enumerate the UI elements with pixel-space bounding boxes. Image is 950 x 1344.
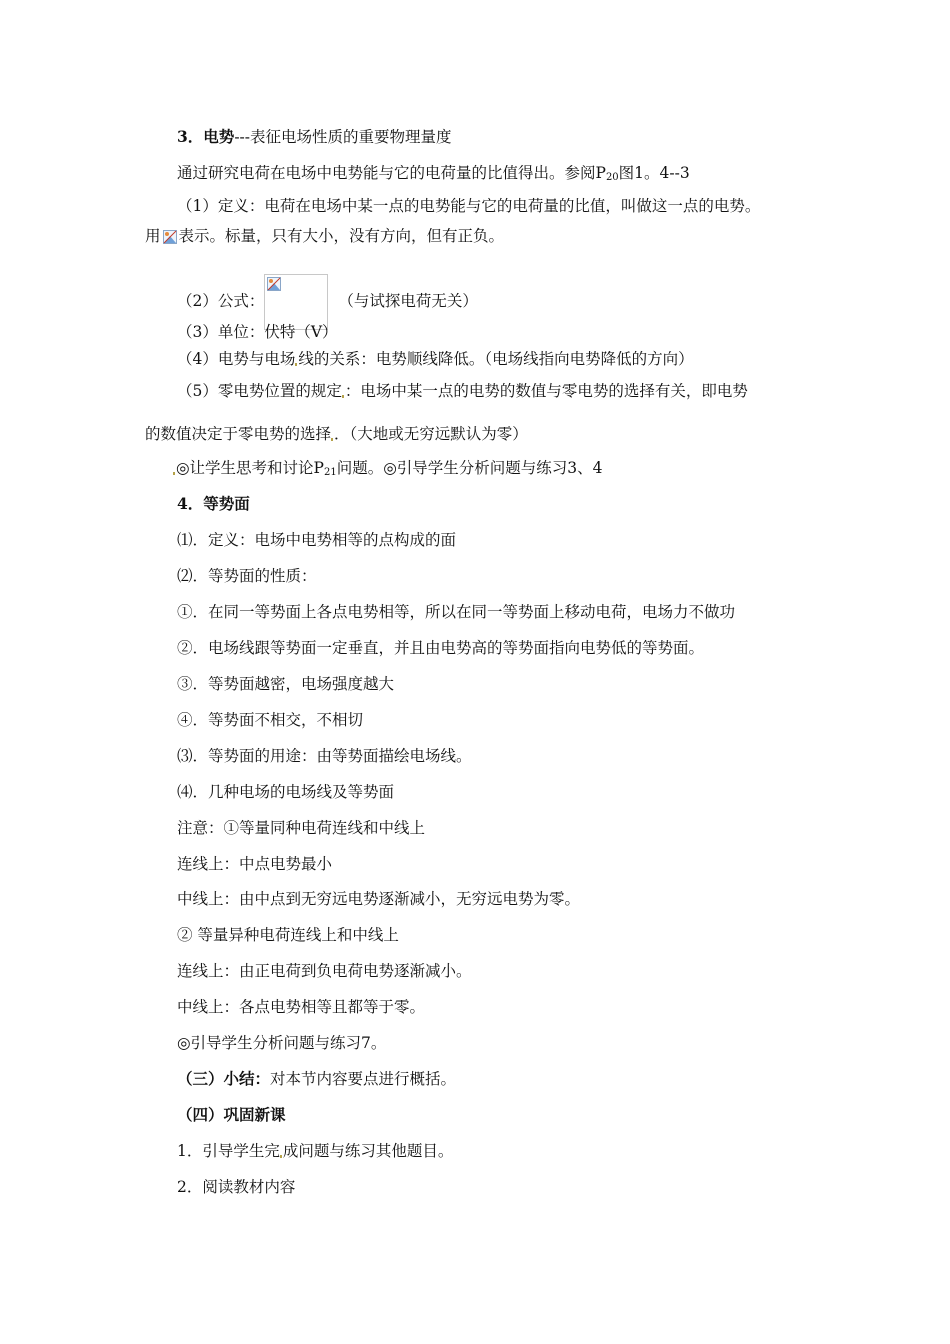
s4-line-9: 注意：①等量同种电荷连线和中线上 [177,819,426,837]
s4-line-1: ⑴．定义：电场中电势相等的点构成的面 [177,531,457,549]
zero-line-1 [177,381,748,401]
edit-mark [331,438,333,441]
s4-line-15: ◎引导学生分析问题与练习7。 [177,1034,387,1052]
formula-note: （与试探电荷无关） [338,292,478,310]
summary-text: 对本节内容要点进行概括。 [270,1070,457,1088]
definition-line-2 [145,226,504,246]
section-3-number: 3． [177,127,204,146]
formula-label: （2）公式： [177,292,265,310]
s4-line-6: ④．等势面不相交，不相切 [177,711,364,729]
intro-line [177,163,690,188]
intro-text-a: 通过研究电荷在电场中电势能与它的电荷量的比值得出。参阅P [177,164,606,182]
s4-line-11: 中线上：由中点到无穷远电势逐渐减小，无穷远电势为零。 [177,890,581,908]
definition-text-b1: 用 [145,227,161,245]
s4-line-7: ⑶．等势面的用途：由等势面描绘电场线。 [177,747,472,765]
consolidate-line-2: 2．阅读教材内容 [177,1178,296,1196]
summary-title: （三）小结： [177,1069,271,1088]
definition-line-1: （1）定义：电荷在电场中某一点的电势能与它的电荷量的比值，叫做这一点的电势。 [177,197,761,215]
section-3-subtitle: ---表征电场性质的重要物理量度 [234,128,452,146]
s4-line-13: 连线上：由正电荷到负电荷电势逐渐减小。 [177,962,472,980]
edit-mark [280,1155,282,1158]
zero-text-b: ：电场中某一点的电势的数值与零电势的选择有关，即电势 [344,382,748,400]
s4-line-10: 连线上：中点电势最小 [177,855,333,873]
guide-text-b: 问题。◎引导学生分析问题与练习3、4 [336,459,603,477]
guide-text-a: ◎让学生思考和讨论P [176,459,324,477]
s4-line-3: ①．在同一等势面上各点电势相等，所以在同一等势面上移动电荷，电场力不做功 [177,603,736,621]
edit-mark [342,395,344,398]
relation-text-b: 线的关系：电势顺线降低。（电场线指向电势降低的方向） [298,350,694,368]
zero-text-c: 的数值决定于零电势的选择 [145,425,332,443]
unit-line: （3）单位：伏特（V） [177,323,338,341]
intro-text-b: 图1。4--3 [618,164,690,182]
guide-line [173,458,602,483]
s4-line-8: ⑷．几种电场的电场线及等势面 [177,783,395,801]
intro-subscript: 20 [605,172,619,183]
s4-line-14: 中线上：各点电势相等且都等于零。 [177,998,426,1016]
guide-subscript: 21 [323,467,337,478]
summary-line [177,1069,456,1089]
broken-image-icon [162,229,178,245]
section-3-heading [177,127,452,147]
zero-text-d: ．（大地或无穷远默认为零） [334,425,528,443]
section-4-title: 4．等势面 [177,494,250,513]
consolidate-text-a: 1．引导学生完 [177,1142,280,1160]
consolidate-line-1 [177,1141,453,1161]
s4-line-5: ③．等势面越密，电场强度越大 [177,675,395,693]
s4-line-4: ②．电场线跟等势面一定垂直，并且由电势高的等势面指向电势低的等势面。 [177,639,705,657]
zero-line-2 [145,424,528,444]
definition-text-b2: 表示。标量，只有大小，没有方向，但有正负。 [178,227,505,245]
zero-text-a: （5）零电势位置的规定 [177,382,342,400]
section-3-title: 电势 [203,127,235,146]
relation-line [177,349,694,369]
relation-text-a: （4）电势与电场 [177,350,296,368]
s4-line-12: ② 等量异种电荷连线上和中线上 [177,926,399,944]
s4-line-2: ⑵．等势面的性质： [177,567,317,585]
consolidate-text-b: 成问题与练习其他题目。 [282,1142,454,1160]
consolidate-title: （四）巩固新课 [177,1105,286,1124]
edit-mark [173,472,175,475]
